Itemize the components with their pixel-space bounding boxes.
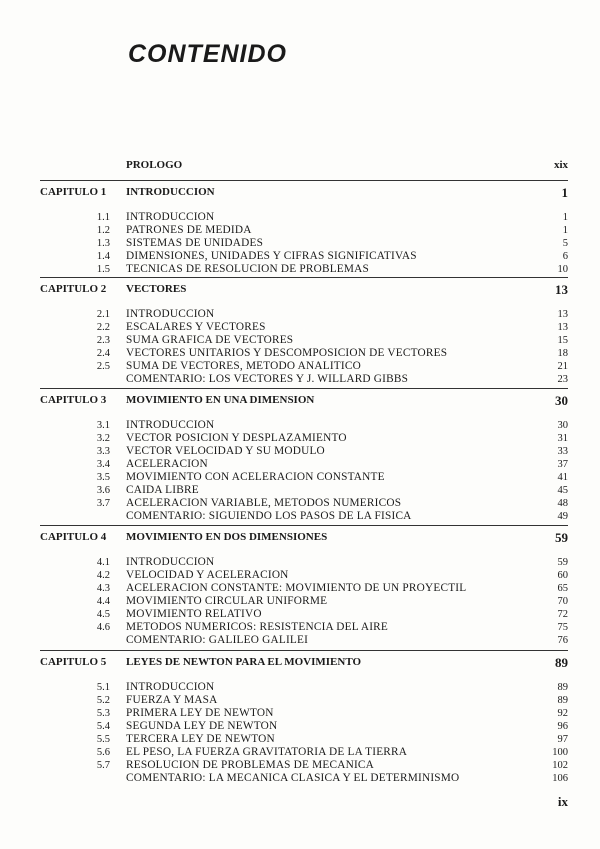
toc-entry <box>0 360 600 373</box>
chapter-number: CAPITULO 1 <box>40 186 107 198</box>
section-number: 3.6 <box>96 485 110 496</box>
section-number: 3.5 <box>96 472 110 483</box>
section-page: 21 <box>557 361 568 372</box>
chapter-number: CAPITULO 4 <box>40 531 107 543</box>
section-page: 48 <box>557 498 568 509</box>
section-page: 100 <box>552 747 568 758</box>
section-title: INTRODUCCION <box>126 556 215 568</box>
section-title: PATRONES DE MEDIDA <box>126 224 252 236</box>
chapter-page: 13 <box>555 282 568 297</box>
section-title: PRIMERA LEY DE NEWTON <box>126 707 274 719</box>
toc-entry <box>0 445 600 458</box>
chapter-divider <box>40 388 568 389</box>
section-number: 5.4 <box>96 721 110 732</box>
section-title: COMENTARIO: GALILEO GALILEI <box>126 634 309 646</box>
section-title: ACELERACION CONSTANTE: MOVIMIENTO DE UN PROYECTIL <box>126 582 467 594</box>
toc-entry <box>0 595 600 608</box>
page-title: CONTENIDO <box>128 40 287 68</box>
section-number: 4.5 <box>96 609 110 620</box>
toc-entry <box>0 759 600 772</box>
toc-entry <box>0 621 600 634</box>
section-number: 1.1 <box>96 212 110 223</box>
toc-entry <box>0 608 600 621</box>
toc-entry <box>0 497 600 510</box>
chapter-title: INTRODUCCION <box>126 186 215 198</box>
chapter-title: VECTORES <box>126 283 187 295</box>
section-page: 41 <box>557 472 568 483</box>
toc-entry <box>0 347 600 360</box>
chapter-page: 89 <box>555 655 568 670</box>
section-page: 70 <box>557 596 568 607</box>
section-page: 15 <box>557 335 568 346</box>
chapter-number: CAPITULO 2 <box>40 283 107 295</box>
section-title: VECTOR POSICION Y DESPLAZAMIENTO <box>126 432 347 444</box>
section-title: ACELERACION <box>126 458 208 470</box>
chapter-section <box>0 394 600 523</box>
section-number: 4.1 <box>96 557 110 568</box>
chapter-title: LEYES DE NEWTON PARA EL MOVIMIENTO <box>126 656 362 668</box>
toc-entry <box>0 582 600 595</box>
chapter-title: MOVIMIENTO EN UNA DIMENSION <box>126 394 315 406</box>
toc-entry <box>0 237 600 250</box>
section-title: COMENTARIO: LA MECANICA CLASICA Y EL DETERMINISMO <box>126 772 460 784</box>
section-title: COMENTARIO: SIGUIENDO LOS PASOS DE LA FISICA <box>126 510 412 522</box>
section-page: 18 <box>557 348 568 359</box>
prologo-page: xix <box>553 159 568 171</box>
chapter-section <box>0 283 600 386</box>
toc-entry <box>0 772 600 785</box>
chapter-page: 59 <box>555 530 568 545</box>
section-number: 1.4 <box>96 251 110 262</box>
toc-entry <box>0 484 600 497</box>
section-page: 60 <box>557 570 568 581</box>
section-page: 89 <box>557 682 568 693</box>
toc-entry <box>0 373 600 386</box>
section-title: CAIDA LIBRE <box>126 484 199 496</box>
section-number: 4.3 <box>96 583 110 594</box>
section-number: 2.2 <box>96 322 110 333</box>
section-number: 5.3 <box>96 708 110 719</box>
section-number: 3.1 <box>96 420 110 431</box>
section-page: 13 <box>557 322 568 333</box>
section-title: MOVIMIENTO RELATIVO <box>126 608 262 620</box>
chapter-heading <box>0 394 600 412</box>
section-number: 4.4 <box>96 596 110 607</box>
toc-entry <box>0 556 600 569</box>
chapter-divider <box>40 277 568 278</box>
section-title: SISTEMAS DE UNIDADES <box>126 237 264 249</box>
section-number: 2.5 <box>96 361 110 372</box>
section-title: TERCERA LEY DE NEWTON <box>126 733 275 745</box>
section-page: 37 <box>557 459 568 470</box>
section-number: 3.7 <box>96 498 110 509</box>
chapter-heading <box>0 283 600 301</box>
toc-entry <box>0 471 600 484</box>
section-page: 1 <box>562 225 568 236</box>
toc-entry <box>0 510 600 523</box>
section-page: 89 <box>557 695 568 706</box>
toc-entry <box>0 263 600 276</box>
toc-entry <box>0 634 600 647</box>
chapter-heading <box>0 531 600 549</box>
section-number: 5.7 <box>96 760 110 771</box>
section-title: RESOLUCION DE PROBLEMAS DE MECANICA <box>126 759 375 771</box>
chapter-number: CAPITULO 5 <box>40 656 107 668</box>
chapter-page: 30 <box>555 393 568 408</box>
prologo-entry <box>126 159 568 171</box>
section-page: 97 <box>557 734 568 745</box>
section-title: MOVIMIENTO CIRCULAR UNIFORME <box>126 595 328 607</box>
toc-entry <box>0 419 600 432</box>
section-page: 31 <box>557 433 568 444</box>
toc-entry <box>0 694 600 707</box>
chapter-section <box>0 186 600 276</box>
toc-entry <box>0 308 600 321</box>
chapter-title: MOVIMIENTO EN DOS DIMENSIONES <box>126 531 328 543</box>
toc-entry <box>0 321 600 334</box>
chapter-divider <box>40 180 568 181</box>
section-number: 2.1 <box>96 309 110 320</box>
section-page: 45 <box>557 485 568 496</box>
chapter-heading <box>0 186 600 204</box>
toc-entry <box>0 733 600 746</box>
section-title: SUMA GRAFICA DE VECTORES <box>126 334 294 346</box>
section-number: 5.5 <box>96 734 110 745</box>
section-number: 3.2 <box>96 433 110 444</box>
chapter-divider <box>40 525 568 526</box>
section-title: DIMENSIONES, UNIDADES Y CIFRAS SIGNIFICATIVAS <box>126 250 417 262</box>
chapter-number: CAPITULO 3 <box>40 394 107 406</box>
section-title: METODOS NUMERICOS: RESISTENCIA DEL AIRE <box>126 621 388 633</box>
section-title: VELOCIDAD Y ACELERACION <box>126 569 289 581</box>
section-page: 106 <box>552 773 568 784</box>
section-number: 5.6 <box>96 747 110 758</box>
section-page: 96 <box>557 721 568 732</box>
section-page: 92 <box>557 708 568 719</box>
toc-entry <box>0 432 600 445</box>
section-title: SEGUNDA LEY DE NEWTON <box>126 720 278 732</box>
section-page: 13 <box>557 309 568 320</box>
section-page: 65 <box>557 583 568 594</box>
prologo-label: PROLOGO <box>126 159 183 171</box>
chapter-divider <box>40 650 568 651</box>
section-title: INTRODUCCION <box>126 419 215 431</box>
section-number: 5.2 <box>96 695 110 706</box>
section-page: 76 <box>557 635 568 646</box>
toc-entry <box>0 334 600 347</box>
section-number: 5.1 <box>96 682 110 693</box>
chapter-section <box>0 531 600 647</box>
section-page: 102 <box>552 760 568 771</box>
section-number: 1.2 <box>96 225 110 236</box>
section-number: 1.3 <box>96 238 110 249</box>
section-number: 3.3 <box>96 446 110 457</box>
section-title: VECTORES UNITARIOS Y DESCOMPOSICION DE VECTORES <box>126 347 448 359</box>
section-title: SUMA DE VECTORES, METODO ANALITICO <box>126 360 361 372</box>
toc-entry <box>0 211 600 224</box>
section-page: 6 <box>562 251 568 262</box>
section-title: INTRODUCCION <box>126 308 215 320</box>
section-number: 4.2 <box>96 570 110 581</box>
section-number: 1.5 <box>96 264 110 275</box>
toc-entry <box>0 250 600 263</box>
toc-entry <box>0 569 600 582</box>
toc-entry <box>0 707 600 720</box>
section-title: COMENTARIO: LOS VECTORES Y J. WILLARD GIBBS <box>126 373 409 385</box>
section-number: 2.3 <box>96 335 110 346</box>
section-page: 10 <box>557 264 568 275</box>
toc-entry <box>0 746 600 759</box>
section-title: VECTOR VELOCIDAD Y SU MODULO <box>126 445 325 457</box>
section-title: FUERZA Y MASA <box>126 694 218 706</box>
chapter-heading <box>0 656 600 674</box>
page-number: ix <box>557 794 568 809</box>
section-number: 3.4 <box>96 459 110 470</box>
toc-entry <box>0 224 600 237</box>
toc-entry <box>0 720 600 733</box>
section-page: 59 <box>557 557 568 568</box>
section-page: 33 <box>557 446 568 457</box>
section-title: INTRODUCCION <box>126 211 215 223</box>
section-page: 5 <box>562 238 568 249</box>
section-page: 23 <box>557 374 568 385</box>
section-page: 72 <box>557 609 568 620</box>
section-page: 30 <box>557 420 568 431</box>
section-number: 4.6 <box>96 622 110 633</box>
section-title: ACELERACION VARIABLE, METODOS NUMERICOS <box>126 497 402 509</box>
section-title: MOVIMIENTO CON ACELERACION CONSTANTE <box>126 471 385 483</box>
section-title: INTRODUCCION <box>126 681 215 693</box>
section-page: 1 <box>562 212 568 223</box>
section-title: ESCALARES Y VECTORES <box>126 321 266 333</box>
chapter-section <box>0 656 600 785</box>
section-page: 49 <box>557 511 568 522</box>
toc-entry <box>0 458 600 471</box>
chapter-page: 1 <box>561 185 568 200</box>
toc-entry <box>0 681 600 694</box>
section-number: 2.4 <box>96 348 110 359</box>
section-title: TECNICAS DE RESOLUCION DE PROBLEMAS <box>126 263 369 275</box>
section-page: 75 <box>557 622 568 633</box>
section-title: EL PESO, LA FUERZA GRAVITATORIA DE LA TIERRA <box>126 746 408 758</box>
